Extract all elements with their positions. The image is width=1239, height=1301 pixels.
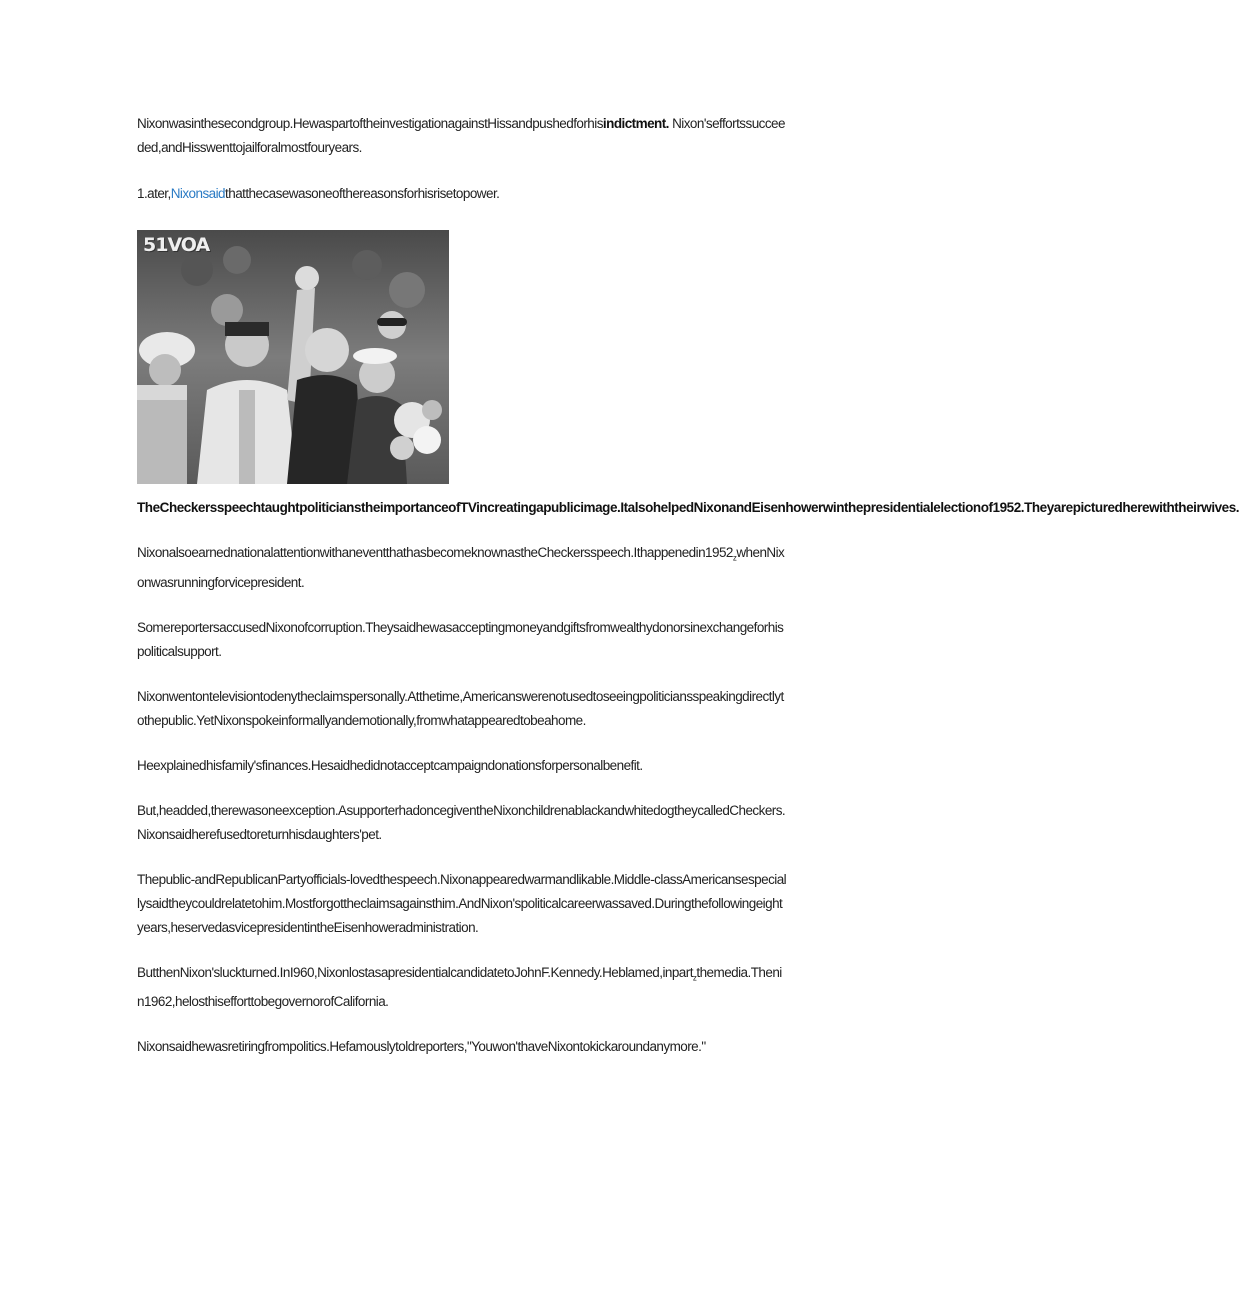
paragraph-4: SomereportersaccusedNixonofcorruption.Theysaidhewasacceptingmoneyandgiftsfromwealthydonorsinexchangeforhispoliticalsupport. <box>137 619 784 659</box>
paragraph-1-text: Nixonwasinthesecondgroup.HewaspartoftheinvestigationagainstHissandpushedforhis <box>137 116 603 131</box>
paragraph-5: Nixonwentontelevisiontodenytheclaimspersonally.Atthetime,Americanswerenotusedtoseeingpoliticiansspeakingdirectlytothepublic.YetNixonspokeinformallyandemotionally,fromwhatappearedtobeahome. <box>137 688 784 728</box>
paragraph-6: Heexplainedhisfamily'sfinances.Hesaidhedidnotacceptcampaigndonationsforpersonalbenefit. <box>137 757 643 773</box>
paragraph-1 <box>137 112 787 160</box>
paragraph-9-text: ButthenNixon'sluckturned.InI960,NixonlostasapresidentialcandidatetoJohnF.Kennedy.Heblamed,inpart <box>137 964 693 980</box>
photo-caption: TheCheckersspeechtaughtpoliticianstheimportanceofTVincreatingapublicimage.ItalsohelpedNixonandEisenhowerwinthepresidentialelectionof1952.Theyarepicturedherewiththeirwives. <box>137 500 1239 515</box>
paragraph-2-start: 1.ater, <box>137 186 171 201</box>
paragraph-3-tail: whenNixonwasrunningforvicepresident. <box>137 545 785 590</box>
paragraph-9 <box>137 961 787 1015</box>
nixon-said-link[interactable]: Nixonsaid <box>170 186 226 201</box>
voa-logo: 51VOA <box>143 234 210 256</box>
photo-crowd-illustration <box>137 230 449 484</box>
article-photo <box>137 230 449 484</box>
paragraph-9-subscript: z <box>692 973 697 983</box>
paragraph-3 <box>137 541 787 595</box>
paragraph-1-tail: Nixon'seffortssucceeded,andHisswenttojailforalmostfouryears. <box>137 116 785 155</box>
paragraph-10: Nixonsaidhewasretiringfrompolitics.Hefamouslytoldreporters,"Youwon'thaveNixontokickaroundanymore." <box>137 1039 706 1055</box>
paragraph-8: Thepublic-andRepublicanPartyofficials-lovedthespeech.Nixonappearedwarmandlikable.Middle-classAmericansespeciallysaidtheycouldrelatetohim.Mostforgottheclaimsagainsthim.AndNixon'spoliticalcareerwassaved.Duringthefollowingeightyears,heservedasvicepresidentintheEisenhoweradministration. <box>137 871 787 935</box>
paragraph-9-tail: themedia.Thenin1962,helosthisefforttobegovernorofCalifornia. <box>137 964 782 1010</box>
paragraph-2 <box>137 182 787 206</box>
bold-term-indictment: indictment. <box>602 116 669 131</box>
paragraph-2-tail: thatthecasewasoneofthereasonsforhisrisetopower. <box>225 186 500 201</box>
article-body <box>137 112 1239 1059</box>
paragraph-3-text: NixonalsoearnednationalattentionwithaneventthathasbecomeknownastheCheckersspeech.Ithappenedin1952 <box>137 545 733 560</box>
paragraph-3-subscript: z <box>732 553 737 563</box>
paragraph-7: But,headded,therewasoneexception.AsupporterhadoncegiventheNixonchildrenablackandwhitedogtheycalledCheckers.Nixonsaidherefusedtoreturnhisdaughters'pet. <box>137 802 786 842</box>
